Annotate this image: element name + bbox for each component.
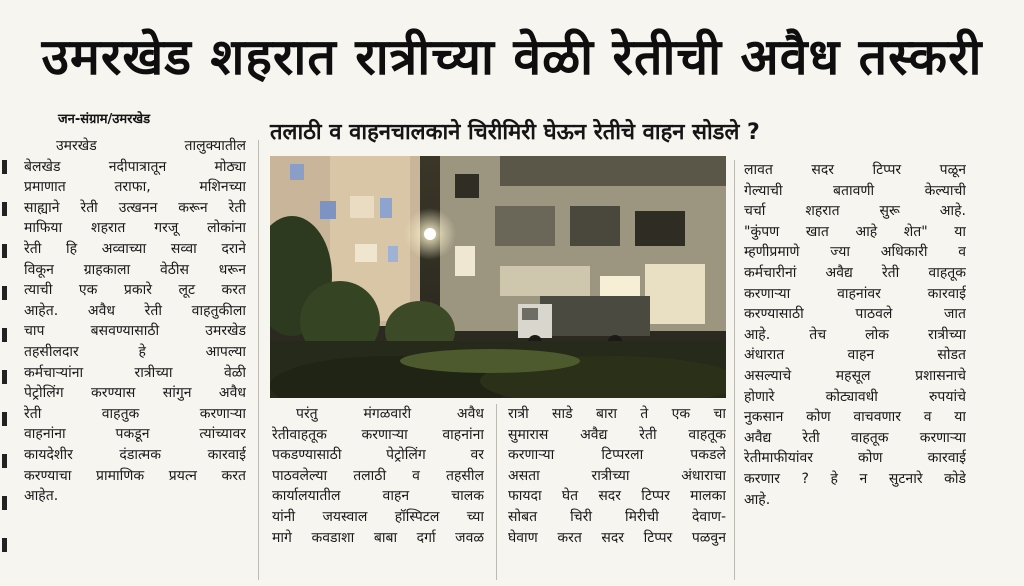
text-line: तहसीलदार हे आपल्या [24,343,246,360]
text-line: त्याची एक प्रकारे लूट करत [24,282,246,299]
text-line: कर्मचारीनां अवैद्य रेती वाहतूक [744,264,966,281]
text-line: वाहनांना पकडून त्यांच्यावर [24,426,246,443]
text-line: करणाऱ्या टिप्परला पकडले [508,447,726,464]
text-line: रेती हि अव्वाच्या सव्वा दराने [24,240,246,257]
text-line: चर्चा शहरात सुरू आहे. [744,203,966,220]
text-line: करणार ? हे न सुटनारे कोडे [744,470,966,487]
text-line: विकून ग्राहकाला वेठीस धरून [24,261,246,278]
text-line: कायदेशीर दंडात्मक कारवाई [24,446,246,463]
article-column-2 [272,404,484,548]
text-line: पाठवलेल्या तलाठी व तहसील [272,467,484,484]
text-line: चाप बसवण्यासाठी उमरखेड [24,323,246,340]
text-line: करण्याचा प्रामाणिक प्रयत्न करत [24,467,246,484]
text-line: घेवाण करत सदर टिप्पर पळवुन [508,529,726,546]
night-street-photo-icon [270,156,726,398]
text-line: अवैद्य रेती वाहतूक करणाऱ्या [744,429,966,446]
column-divider [734,160,735,580]
text-line: माफिया शहरात गरजू लोकांना [24,220,246,237]
text-line: गेल्याची बतावणी केल्याची [744,182,966,199]
headline: उमरखेड शहरात रात्रीच्या वेळी रेतीची अवैध तस्करी [41,28,983,86]
text-line: म्हणीप्रमाणे ज्या अधिकारी व [744,244,966,261]
text-line: असता रात्रीच्या अंधाराचा [508,467,726,484]
text-line: "कुंपण खात आहे शेत" या [744,223,966,240]
text-line: रेतीवाहतूक करणाऱ्या वाहनांना [272,426,484,443]
text-line: लावत सदर टिप्पर पळून [744,162,966,178]
byline: जन-संग्राम/उमरखेड [58,112,151,127]
text-line: सुमारास अवैद्य रेती वाहतूक [508,426,726,443]
text-line: अंधारात वाहन सोडत [744,347,966,364]
text-line: रेती वाहतुक करणाऱ्या [24,405,246,422]
text-line: रात्री साडे बारा ते एक चा [508,406,726,422]
text-line: फायदा घेत सदर टिप्पर मालका [508,488,726,505]
text-line: आहेत. [24,488,59,505]
text-line: सोबत चिरी मिरीची देवाण- [508,508,726,525]
text-line: आहे. [744,491,771,508]
text-line: रेतीमाफीयांवर कोण कारवाई [744,450,966,467]
text-line: होणारे कोट्यावधी रुपयांचे [744,388,966,405]
article-column-1 [24,136,246,507]
text-line: आहेत. अवैध रेती वाहतुकीला [24,302,246,319]
adjacent-column-fragments [0,140,10,586]
text-line: पकडण्यासाठी पेट्रोलिंग वर [272,447,484,464]
text-line: मागे कवडाशा बाबा दर्गा जवळ [272,529,484,546]
text-line: पेट्रोलिंग करण्यास सांगुन अवैध [24,385,246,402]
subheadline: तलाठी व वाहनचालकाने चिरीमिरी घेऊन रेतीचे वाहन सोडले ? [270,120,760,145]
text-line: कार्यालयातील वाहन चालक [272,488,484,505]
text-line: कर्मचाऱ्यांना रात्रीच्या वेळी [24,364,246,381]
text-line: करण्यासाठी पाठवले जात [744,306,966,323]
news-photo [270,156,726,398]
text-line: करणाऱ्या वाहनांवर कारवाई [744,285,966,302]
text-line: बेलखेड नदीपात्रातून मोठ्या [24,158,246,175]
text-line: साह्याने रेती उत्खनन करून रेती [24,199,246,216]
column-divider [258,140,259,580]
text-line: उमरखेड तालुक्यातील [56,138,246,154]
text-line: नुकसान कोण वाचवणार व या [744,409,966,426]
text-line: प्रमाणात तराफा, मशिनच्या [24,179,246,196]
article-column-3 [508,404,726,548]
text-line: असल्याचे महसूल प्रशासनाचे [744,367,966,384]
text-line: परंतु मंगळवारी अवैध [296,406,484,422]
text-line: आहे. तेच लोक रात्रीच्या [744,326,966,343]
article-column-4 [744,160,966,510]
text-line: यांनी जयस्वाल हॉस्पिटल च्या [272,508,484,525]
column-divider [496,404,497,580]
